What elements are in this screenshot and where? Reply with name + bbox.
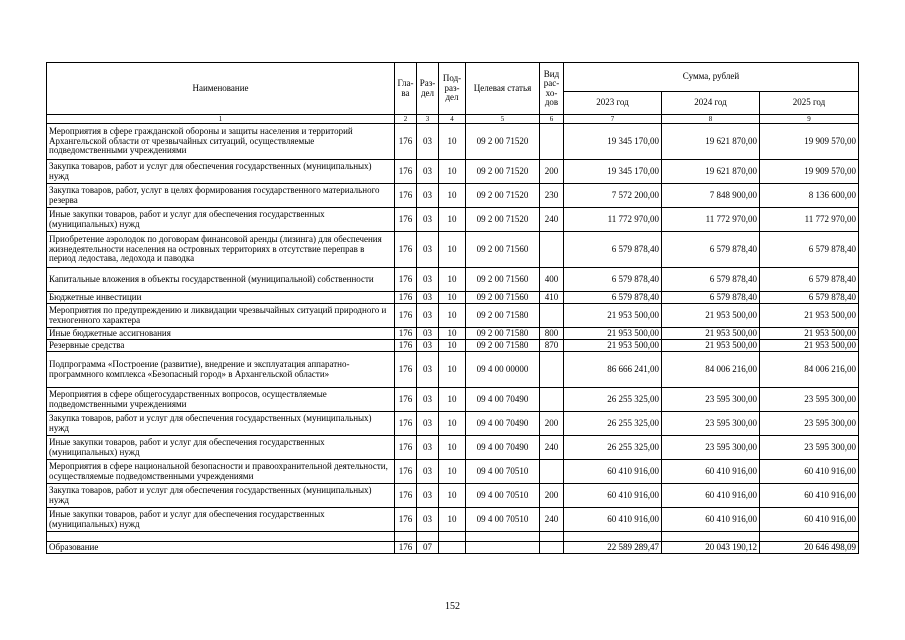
table-row [47,328,859,340]
table-cell-section: 03 [417,484,439,508]
table-cell-expense-type [540,232,564,268]
table-cell-subsection: 10 [439,460,466,484]
table-cell-2023: 22 589 289,47 [564,542,662,554]
table-cell-subsection: 10 [439,292,466,304]
table-row [47,208,859,232]
table-cell-2025: 23 595 300,00 [760,436,859,460]
table-cell-section: 03 [417,340,439,352]
table-cell-section: 03 [417,292,439,304]
table-cell-2023: 21 953 500,00 [564,304,662,328]
table-cell-chapter: 176 [395,542,417,554]
table-cell-2024: 60 410 916,00 [662,460,760,484]
table-cell-name: Иные закупки товаров, работ и услуг для обеспечения государственных (муниципальных) нужд [47,208,395,232]
table-cell-expense-type [540,352,564,388]
table-cell-2025: 84 006 216,00 [760,352,859,388]
table-cell-section: 03 [417,508,439,532]
table-cell-expense-type: 870 [540,340,564,352]
table-cell-chapter: 176 [395,460,417,484]
table-row [47,484,859,508]
table-cell-section: 07 [417,542,439,554]
table-cell-2024: 6 579 878,40 [662,232,760,268]
table-cell-expense-type: 240 [540,436,564,460]
table-cell-2025: 21 953 500,00 [760,304,859,328]
table-cell-target [466,542,540,554]
table-cell-target: 09 2 00 71520 [466,184,540,208]
table-cell-expense-type [540,124,564,160]
table-cell-2024: 19 621 870,00 [662,124,760,160]
header-section: Раз-дел [417,63,439,115]
table-cell-name: Иные бюджетные ассигнования [47,328,395,340]
table-cell-2024: 23 595 300,00 [662,412,760,436]
table-cell-subsection [439,542,466,554]
table-row [47,124,859,160]
table-cell-expense-type: 200 [540,412,564,436]
table-cell-name: Закупка товаров, работ, услуг в целях формирования государственного материального резерва [47,184,395,208]
table-cell-target: 09 2 00 71580 [466,340,540,352]
column-number: 4 [439,115,466,124]
table-cell-2024: 23 595 300,00 [662,436,760,460]
table-cell-expense-type: 200 [540,160,564,184]
column-number: 2 [395,115,417,124]
table-cell-chapter: 176 [395,184,417,208]
column-number: 7 [564,115,662,124]
table-cell-name: Приобретение аэролодок по договорам финансовой аренды (лизинга) для обеспечения жизнедеятельности населения на островных территориях в отсутствие переправ в период ледостава, ледохода и паводка [47,232,395,268]
table-cell-expense-type: 410 [540,292,564,304]
table-cell-2024: 21 953 500,00 [662,340,760,352]
table-cell-expense-type: 240 [540,208,564,232]
table-cell-expense-type [540,532,564,542]
table-cell-subsection: 10 [439,508,466,532]
table-cell-name: Резервные средства [47,340,395,352]
table-cell-2024: 6 579 878,40 [662,292,760,304]
table-cell-name: Капитальные вложения в объекты государственной (муниципальной) собственности [47,268,395,292]
table-cell-expense-type: 230 [540,184,564,208]
column-number: 6 [540,115,564,124]
table-cell-subsection: 10 [439,484,466,508]
table-cell-2023: 11 772 970,00 [564,208,662,232]
table-cell-2024: 21 953 500,00 [662,304,760,328]
table-cell-2024 [662,532,760,542]
table-cell-target: 09 4 00 70510 [466,484,540,508]
table-row [47,340,859,352]
table-cell-2024: 60 410 916,00 [662,508,760,532]
table-cell-section: 03 [417,232,439,268]
table-cell-name [47,532,395,542]
table-cell-target [466,532,540,542]
header-subsection: Под-раз-дел [439,63,466,115]
table-cell-chapter: 176 [395,328,417,340]
table-cell-2023: 60 410 916,00 [564,484,662,508]
column-number: 8 [662,115,760,124]
table-cell-section: 03 [417,268,439,292]
table-row [47,352,859,388]
table-cell-subsection: 10 [439,436,466,460]
header-name: Наименование [47,63,395,115]
table-cell-section: 03 [417,328,439,340]
table-cell-2025: 6 579 878,40 [760,268,859,292]
table-row [47,460,859,484]
table-cell-chapter: 176 [395,268,417,292]
table-cell-2024: 21 953 500,00 [662,328,760,340]
table-cell-2023: 6 579 878,40 [564,268,662,292]
table-cell-subsection: 10 [439,304,466,328]
table-cell-2025: 20 646 498,09 [760,542,859,554]
table-cell-2023: 26 255 325,00 [564,436,662,460]
table-cell-2024: 84 006 216,00 [662,352,760,388]
table-cell-2024: 23 595 300,00 [662,388,760,412]
table-cell-subsection: 10 [439,184,466,208]
table-cell-subsection: 10 [439,160,466,184]
table-cell-chapter: 176 [395,208,417,232]
table-cell-expense-type [540,542,564,554]
table-cell-name: Иные закупки товаров, работ и услуг для обеспечения государственных (муниципальных) нужд [47,436,395,460]
table-cell-name: Закупка товаров, работ и услуг для обеспечения государственных (муниципальных) нужд [47,412,395,436]
table-cell-2025: 60 410 916,00 [760,484,859,508]
table-cell-2025: 21 953 500,00 [760,328,859,340]
column-number: 1 [47,115,395,124]
table-cell-target: 09 4 00 70510 [466,460,540,484]
table-cell-section: 03 [417,352,439,388]
table-cell-subsection: 10 [439,328,466,340]
table-cell-section: 03 [417,208,439,232]
table-cell-2025: 11 772 970,00 [760,208,859,232]
table-row [47,268,859,292]
table-cell-expense-type: 200 [540,484,564,508]
table-cell-2023 [564,532,662,542]
table-cell-section: 03 [417,460,439,484]
table-cell-2023: 21 953 500,00 [564,328,662,340]
table-cell-target: 09 4 00 70490 [466,388,540,412]
table-cell-expense-type: 800 [540,328,564,340]
table-cell-2024: 60 410 916,00 [662,484,760,508]
table-cell-2023: 21 953 500,00 [564,340,662,352]
table-cell-2025: 6 579 878,40 [760,292,859,304]
header-expense-type: Вид рас-хо-дов [540,63,564,115]
table-cell-chapter: 176 [395,388,417,412]
table-cell-subsection: 10 [439,208,466,232]
table-cell-chapter: 176 [395,304,417,328]
table-cell-section [417,532,439,542]
table-cell-2025: 23 595 300,00 [760,388,859,412]
table-cell-2023: 6 579 878,40 [564,232,662,268]
table-cell-target: 09 4 00 70510 [466,508,540,532]
table-cell-target: 09 2 00 71560 [466,292,540,304]
table-cell-name: Мероприятия в сфере общегосударственных вопросов, осуществляемые подведомственными учреждениями [47,388,395,412]
table-cell-section: 03 [417,436,439,460]
table-row [47,160,859,184]
table-cell-2025: 19 909 570,00 [760,124,859,160]
table-cell-target: 09 2 00 71560 [466,268,540,292]
header-year-2023: 2023 год [564,92,662,115]
table-cell-chapter: 176 [395,232,417,268]
table-cell-2023: 7 572 200,00 [564,184,662,208]
table-cell-2025: 60 410 916,00 [760,508,859,532]
table-cell-2023: 26 255 325,00 [564,388,662,412]
table-cell-name: Мероприятия в сфере национальной безопасности и правоохранительной деятельности, осуществляемые подведомственными учреждениями [47,460,395,484]
table-cell-2025: 60 410 916,00 [760,460,859,484]
table-cell-target: 09 2 00 71580 [466,304,540,328]
table-cell-2023: 6 579 878,40 [564,292,662,304]
table-cell-expense-type [540,388,564,412]
table-cell-section: 03 [417,184,439,208]
table-cell-2023: 26 255 325,00 [564,412,662,436]
table-cell-name: Образование [47,542,395,554]
table-row [47,304,859,328]
table-cell-section: 03 [417,304,439,328]
table-cell-chapter: 176 [395,160,417,184]
table-cell-subsection: 10 [439,124,466,160]
table-cell-subsection: 10 [439,388,466,412]
table-cell-target: 09 4 00 70490 [466,436,540,460]
header-sum: Сумма, рублей [564,63,859,92]
table-cell-name: Бюджетные инвестиции [47,292,395,304]
table-row [47,436,859,460]
table-cell-target: 09 4 00 00000 [466,352,540,388]
table-cell-name: Мероприятия в сфере гражданской обороны и защиты населения и территорий Архангельской области от чрезвычайных ситуаций, осуществляемые подведомственными учреждениями [47,124,395,160]
table-cell-expense-type [540,460,564,484]
table-row [47,508,859,532]
table-cell-2025 [760,532,859,542]
table-cell-2025: 6 579 878,40 [760,232,859,268]
table-cell-2023: 86 666 241,00 [564,352,662,388]
table-row [47,184,859,208]
column-number: 3 [417,115,439,124]
table-cell-chapter [395,532,417,542]
budget-table [46,62,859,554]
table-cell-chapter: 176 [395,124,417,160]
header-year-2024: 2024 год [662,92,760,115]
table-cell-chapter: 176 [395,292,417,304]
table-row [47,542,859,554]
table-cell-target: 09 2 00 71560 [466,232,540,268]
header-chapter: Гла-ва [395,63,417,115]
table-cell-subsection: 10 [439,412,466,436]
table-cell-subsection: 10 [439,268,466,292]
table-cell-chapter: 176 [395,436,417,460]
table-cell-chapter: 176 [395,412,417,436]
header-year-2025: 2025 год [760,92,859,115]
table-cell-name: Мероприятия по предупреждению и ликвидации чрезвычайных ситуаций природного и техногенного характера [47,304,395,328]
table-cell-chapter: 176 [395,340,417,352]
table-cell-section: 03 [417,124,439,160]
column-number: 5 [466,115,540,124]
table-cell-chapter: 176 [395,484,417,508]
table-cell-2024: 20 043 190,12 [662,542,760,554]
table-cell-name: Подпрограмма «Построение (развитие), внедрение и эксплуатация аппаратно-программного комплекса «Безопасный город» в Архангельской области» [47,352,395,388]
table-cell-target: 09 2 00 71520 [466,208,540,232]
table-cell-section: 03 [417,160,439,184]
table-cell-2025: 19 909 570,00 [760,160,859,184]
table-cell-target: 09 2 00 71520 [466,124,540,160]
table-row [47,412,859,436]
table-cell-2023: 60 410 916,00 [564,460,662,484]
table-cell-section: 03 [417,412,439,436]
table-row [47,532,859,542]
table-cell-2023: 19 345 170,00 [564,160,662,184]
table-cell-target: 09 4 00 70490 [466,412,540,436]
table-cell-2024: 7 848 900,00 [662,184,760,208]
table-body [47,124,859,554]
table-row [47,292,859,304]
table-cell-2023: 19 345 170,00 [564,124,662,160]
table-cell-name: Иные закупки товаров, работ и услуг для обеспечения государственных (муниципальных) нужд [47,508,395,532]
table-cell-2024: 11 772 970,00 [662,208,760,232]
table-cell-expense-type: 240 [540,508,564,532]
table-cell-expense-type: 400 [540,268,564,292]
page-number: 152 [445,601,460,612]
table-cell-chapter: 176 [395,352,417,388]
table-cell-2024: 6 579 878,40 [662,268,760,292]
table-cell-2024: 19 621 870,00 [662,160,760,184]
table-cell-name: Закупка товаров, работ и услуг для обеспечения государственных (муниципальных) нужд [47,484,395,508]
table-cell-2025: 23 595 300,00 [760,412,859,436]
table-cell-subsection [439,532,466,542]
header-target: Целевая статья [466,63,540,115]
table-row [47,388,859,412]
column-number-row [47,115,859,124]
table-cell-2023: 60 410 916,00 [564,508,662,532]
table-cell-2025: 8 136 600,00 [760,184,859,208]
table-cell-subsection: 10 [439,232,466,268]
table-cell-section: 03 [417,388,439,412]
table-cell-target: 09 2 00 71580 [466,328,540,340]
table-cell-name: Закупка товаров, работ и услуг для обеспечения государственных (муниципальных) нужд [47,160,395,184]
table-cell-2025: 21 953 500,00 [760,340,859,352]
table-row [47,232,859,268]
table-cell-chapter: 176 [395,508,417,532]
table-cell-target: 09 2 00 71520 [466,160,540,184]
table-cell-expense-type [540,304,564,328]
column-number: 9 [760,115,859,124]
table-cell-subsection: 10 [439,340,466,352]
table-cell-subsection: 10 [439,352,466,388]
